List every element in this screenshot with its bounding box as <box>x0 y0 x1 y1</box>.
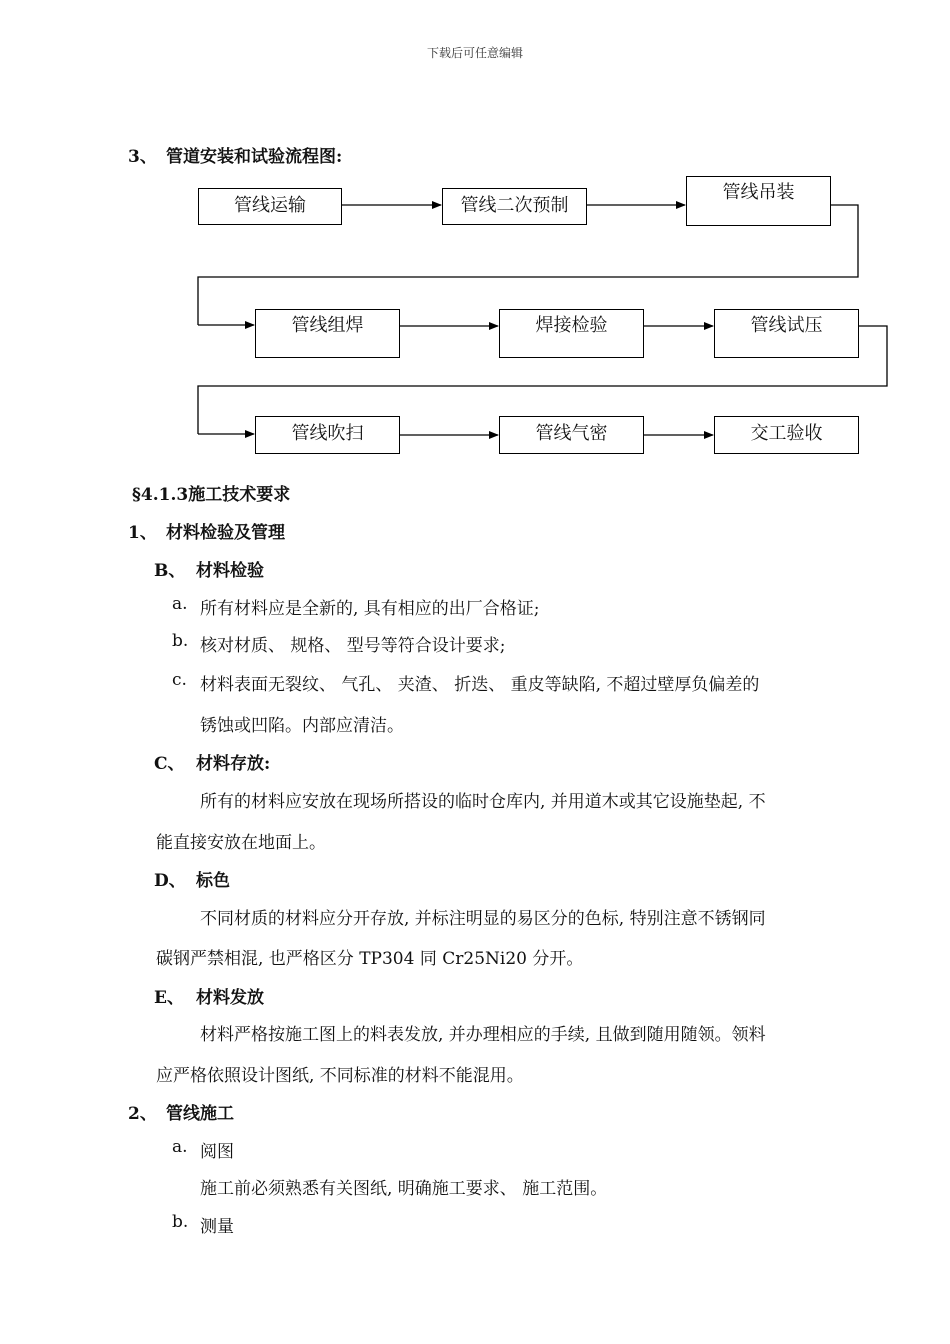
item-2b-label: b. <box>172 1212 189 1232</box>
flowchart-connectors <box>0 0 950 470</box>
item-2a-text: 阅图 <box>200 1142 234 1162</box>
flow-box-hoisting: 管线吊装 <box>686 176 831 226</box>
list-label-a: a. <box>172 594 188 614</box>
item-d-paragraph-2: 碳钢严禁相混, 也严格区分 TP304 同 Cr25Ni20 分开。 <box>156 949 584 969</box>
item-c-title: 材料存放: <box>196 754 271 774</box>
list-text-c-cont: 锈蚀或凹陷。内部应清洁。 <box>200 716 404 736</box>
item-e-number: E、 <box>154 988 184 1008</box>
item-c-number: C、 <box>154 754 185 774</box>
flow-box-prefab: 管线二次预制 <box>442 188 587 225</box>
item-b-title: 材料检验 <box>196 561 264 581</box>
flow-box-fitup-weld: 管线组焊 <box>255 309 400 358</box>
item-c-paragraph-2: 能直接安放在地面上。 <box>156 833 326 853</box>
item-1-number: 1、 <box>128 523 157 543</box>
item-2-title: 管线施工 <box>166 1104 234 1124</box>
list-label-c: c. <box>172 670 187 690</box>
item-d-title: 标色 <box>196 871 230 891</box>
item-2a-paragraph: 施工前必须熟悉有关图纸, 明确施工要求、 施工范围。 <box>200 1179 608 1199</box>
section-number: 3、 <box>128 147 157 167</box>
flow-box-transport: 管线运输 <box>198 188 342 225</box>
item-e-paragraph-2: 应严格依照设计图纸, 不同标准的材料不能混用。 <box>156 1066 524 1086</box>
flow-box-leak-test: 管线气密 <box>499 416 644 454</box>
list-text-b: 核对材质、 规格、 型号等符合设计要求; <box>200 636 506 656</box>
item-c-paragraph-1: 所有的材料应安放在现场所搭设的临时仓库内, 并用道木或其它设施垫起, 不 <box>200 792 766 812</box>
item-d-number: D、 <box>154 871 186 891</box>
list-text-a: 所有材料应是全新的, 具有相应的出厂合格证; <box>200 599 540 619</box>
flow-box-pressure-test: 管线试压 <box>714 309 859 358</box>
item-2a-label: a. <box>172 1137 188 1157</box>
page-header: 下载后可任意编辑 <box>426 46 523 60</box>
item-2-number: 2、 <box>128 1104 157 1124</box>
flow-box-weld-inspect: 焊接检验 <box>499 309 644 358</box>
flow-box-purge: 管线吹扫 <box>255 416 400 454</box>
subsection-title: §4.1.3施工技术要求 <box>132 485 291 505</box>
flow-box-handover: 交工验收 <box>714 416 859 454</box>
item-2b-text: 测量 <box>200 1217 234 1237</box>
item-e-paragraph-1: 材料严格按施工图上的料表发放, 并办理相应的手续, 且做到随用随领。领料 <box>200 1025 766 1045</box>
section-title: 管道安装和试验流程图: <box>166 147 343 167</box>
list-text-c: 材料表面无裂纹、 气孔、 夹渣、 折迭、 重皮等缺陷, 不超过壁厚负偏差的 <box>200 675 760 695</box>
item-1-title: 材料检验及管理 <box>166 523 285 543</box>
list-label-b: b. <box>172 631 189 651</box>
item-e-title: 材料发放 <box>196 988 264 1008</box>
item-d-paragraph-1: 不同材质的材料应分开存放, 并标注明显的易区分的色标, 特别注意不锈钢同 <box>200 909 766 929</box>
item-b-number: B、 <box>154 561 186 581</box>
